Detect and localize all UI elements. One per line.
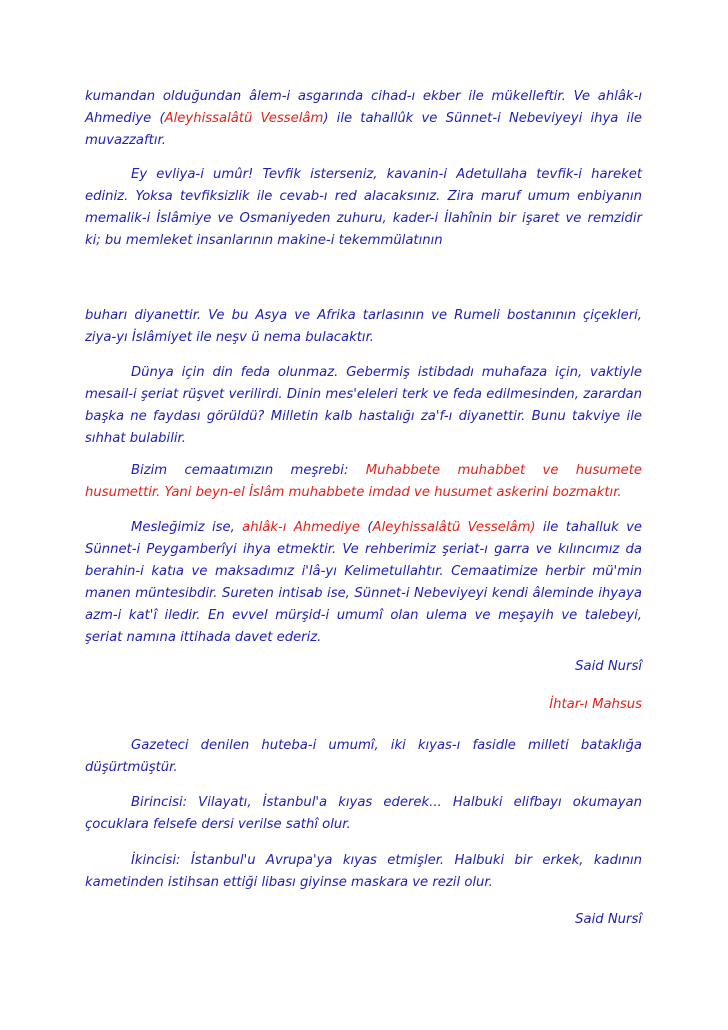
paragraph-text: Dünya için din feda olunmaz. Gebermiş istibdadı muhafaza için, vaktiyle mesail-i şeriat rüşvet verilirdi. Dinin mes'eleleri terk ve feda edilmesinden, zarardan başka ne faydası görüldü? Milletin kalb hastalığı za'f-ı diyanettir. Bunu takviye ile sıhhat bulabilir. (85, 365, 642, 446)
paragraph-1 (85, 86, 642, 152)
text: kumandan olduğundan âlem-i asgarında cihad-ı ekber ile mükelleftir. Ve ahlâk-ı Ahmediye ( (85, 89, 642, 126)
section-title (85, 694, 642, 716)
text: Bizim cemaatımızın meşrebi: (131, 463, 366, 478)
highlight-text: Aleyhissalâtü Vesselâm) (372, 520, 536, 535)
highlight-text: Muhabbete muhabbet ve husumete husumettir. Yani beyn-el İslâm muhabbete imdad ve husumet askerini bozmaktır. (85, 463, 642, 500)
section-heading: İhtar-ı Mahsus (549, 697, 642, 712)
paragraph-8 (85, 792, 642, 836)
paragraph-text: buharı diyanettir. Ve bu Asya ve Afrika tarlasının ve Rumeli bostanının çiçekleri, ziya-yı İslâmiyet ile neşv ü nema bulacaktır. (85, 308, 642, 345)
highlight-text: ahlâk-ı Ahmediye (242, 520, 361, 535)
paragraph-3 (85, 305, 642, 349)
paragraph-2 (85, 164, 642, 252)
signature-1 (85, 656, 642, 678)
paragraph-9 (85, 850, 642, 894)
text: ile tahalluk ve Sünnet-i Peygamberîyi ihya etmektir. Ve rehberimiz şeriat-ı garra ve kılıncımız da berahin-i katıa ve maksadımız i'lâ-yı Kelimetullahtır. Cemaatimize herbir mü'min manen müntesibdir. Sureten intisab ise, Sünnet-i Nebeviyeyi kendi âleminde ihyaya azm-i kat'î iledir. En evvel mürşid-i umumî olan ulema ve meşayih ve talebeyi, şeriat namına ittihada davet ederiz. (85, 520, 642, 645)
text: ) ile tahallûk ve Sünnet-i Nebeviyeyi ihya ile muvazzaftır. (85, 111, 642, 148)
text: Vilayatı, İstanbul'a kıyas ederek... Halbuki elifbayı okumayan çocuklara felsefe dersi verilse sathî olur. (85, 795, 642, 832)
text: İkincisi: (131, 853, 191, 868)
paragraph-6 (85, 517, 642, 649)
signature: Said Nursî (575, 912, 642, 927)
signature-2 (85, 909, 642, 931)
paragraph-7 (85, 735, 642, 779)
paragraph-4 (85, 362, 642, 450)
text: ( (360, 520, 373, 535)
paragraph-5 (85, 460, 642, 504)
paragraph-text: Gazeteci denilen huteba-i umumî, iki kıyas-ı fasidle milleti bataklığa düşürtmüştür. (85, 738, 642, 775)
signature: Said Nursî (575, 659, 642, 674)
highlight-text: Aleyhissalâtü Vesselâm (164, 111, 324, 126)
text: İstanbul'u Avrupa'ya kıyas etmişler. Halbuki bir erkek, kadının kametinden istihsan ettiği libası giyinse maskara ve rezil olur. (85, 853, 642, 890)
text: Mesleğimiz ise, (131, 520, 243, 535)
text: Birincisi: (131, 795, 199, 810)
paragraph-text: Ey evliya-i umûr! Tevfik isterseniz, kavanin-i Adetullaha tevfik-i hareket ediniz. Yoksa tevfiksizlik ile cevab-ı red alacaksınız. Zira maruf umum enbiyanın memalik-i İslâmiye ve Osmaniyeden zuhuru, kader-i İlahînin bir işaret ve remzidir ki; bu memleket insanlarının makine-i tekemmülatının (85, 167, 642, 248)
